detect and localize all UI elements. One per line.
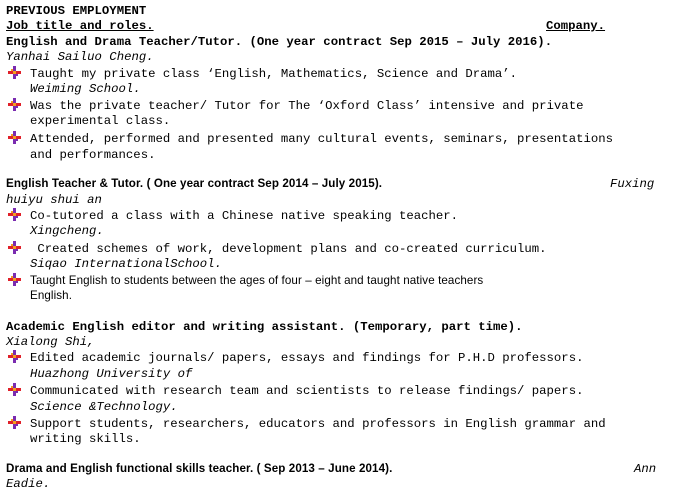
bullet-icon (8, 241, 21, 254)
job4-title: Drama and English functional skills teacher. ( Sep 2013 – June 2014). (6, 462, 393, 475)
bullet-icon (8, 416, 21, 429)
job4-company-a: Ann (634, 462, 657, 476)
job2-bullet-2-company: Siqao InternationalSchool. (30, 257, 222, 271)
section-title: PREVIOUS EMPLOYMENT (6, 4, 147, 18)
job3-bullet-1: Edited academic journals/ papers, essays and findings for P.H.D professors. (30, 351, 584, 365)
job3-bullet-1-company: Huazhong University of (30, 367, 193, 381)
job1-bullet-3: Attended, performed and presented many cultural events, seminars, presentations (30, 132, 613, 146)
column-header-job-title: Job title and roles. (6, 19, 154, 33)
job2-bullet-1-company: Xingcheng. (30, 224, 104, 238)
job3-bullet-2-company: Science &Technology. (30, 400, 178, 414)
job3-company: Xialong Shi, (6, 335, 95, 349)
bullet-icon (8, 66, 21, 79)
job3-bullet-2: Communicated with research team and scientists to release findings/ papers. (30, 384, 584, 398)
job1-bullet-1: Taught my private class ‘English, Mathematics, Science and Drama’. (30, 67, 518, 81)
job4-company-b: Eadie. (6, 477, 51, 491)
job3-title: Academic English editor and writing assistant. (Temporary, part time). (6, 320, 523, 334)
job1-bullet-1-company: Weiming School. (30, 82, 141, 96)
column-header-company: Company. (546, 19, 606, 33)
job1-bullet-3-cont: and performances. (30, 148, 156, 162)
bullet-icon (8, 383, 21, 396)
bullet-icon (8, 273, 21, 286)
job1-title: English and Drama Teacher/Tutor. (One year contract Sep 2015 – July 2016). (6, 35, 553, 49)
bullet-icon (8, 208, 21, 221)
job2-bullet-2: Created schemes of work, development plans and co-created curriculum. (30, 242, 547, 256)
job2-bullet-1: Co-tutored a class with a Chinese native speaking teacher. (30, 209, 459, 223)
job2-company-b: huiyu shui an (6, 193, 102, 207)
job2-bullet-3-cont: English. (30, 289, 73, 302)
bullet-icon (8, 350, 21, 363)
job2-title: English Teacher & Tutor. ( One year contract Sep 2014 – July 2015). (6, 177, 383, 190)
job2-bullet-3: Taught English to students between the ages of four – eight and taught native teachers (30, 274, 484, 287)
bullet-icon (8, 98, 21, 111)
job1-company: Yanhai Sailuo Cheng. (6, 50, 154, 64)
job3-bullet-3-cont: writing skills. (30, 432, 141, 446)
job1-bullet-2: Was the private teacher/ Tutor for The ‘Oxford Class’ intensive and private (30, 99, 584, 113)
job3-bullet-3: Support students, researchers, educators and professors in English grammar and (30, 417, 606, 431)
job1-bullet-2-cont: experimental class. (30, 114, 171, 128)
job2-company-a: Fuxing (610, 177, 655, 191)
bullet-icon (8, 131, 21, 144)
